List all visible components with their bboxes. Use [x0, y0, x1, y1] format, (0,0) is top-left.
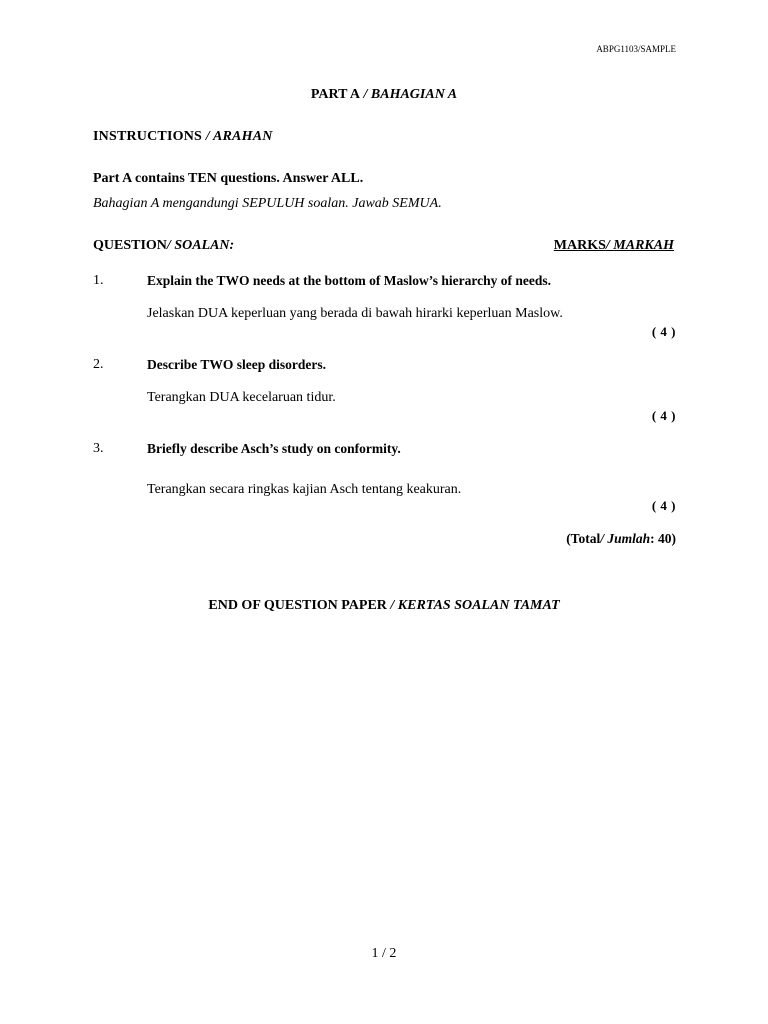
- total-open: (Total: [566, 531, 601, 546]
- part-contains-en: Part A contains TEN questions. Answer ALL.: [93, 171, 364, 186]
- question-text-en: Explain the TWO needs at the bottom of Maslow’s hierarchy of needs.: [147, 273, 551, 288]
- question-heading-ms: SOALAN:: [174, 238, 235, 253]
- part-contains-ms: Bahagian A mengandungi SEPULUH soalan. Jawab SEMUA.: [93, 196, 442, 211]
- question-number: 2.: [93, 357, 104, 372]
- course-code: ABPG1103/SAMPLE: [596, 44, 676, 54]
- total-sep: /: [600, 531, 608, 546]
- instructions-sep: /: [202, 129, 213, 144]
- page-number: 1 / 2: [371, 946, 397, 961]
- question-text-en: Describe TWO sleep disorders.: [147, 357, 326, 372]
- end-sep: /: [386, 598, 398, 613]
- question-text-en: Briefly describe Asch’s study on conformity.: [147, 441, 401, 456]
- question-text-ms: Jelaskan DUA keperluan yang berada di bawah hirarki keperluan Maslow.: [147, 306, 563, 321]
- question-marks: ( 4 ): [651, 498, 676, 513]
- end-en: END OF QUESTION PAPER: [208, 598, 387, 613]
- part-heading: [0, 87, 768, 103]
- end-ms: KERTAS SOALAN TAMAT: [397, 598, 560, 613]
- part-heading-sep: /: [360, 87, 371, 102]
- question-text-ms: Terangkan DUA kecelaruan tidur.: [147, 390, 336, 405]
- question-column-heading: [93, 238, 234, 254]
- question-heading-sep: /: [166, 238, 175, 253]
- question-marks: ( 4 ): [651, 408, 676, 423]
- part-heading-en: PART A: [310, 87, 361, 102]
- marks-column-heading: [554, 238, 674, 254]
- instructions-en: INSTRUCTIONS: [93, 129, 202, 144]
- question-marks: ( 4 ): [651, 324, 676, 339]
- marks-heading-en: MARKS: [553, 238, 606, 253]
- instructions-ms: ARAHAN: [212, 129, 273, 144]
- total-ms: Jumlah: [607, 531, 651, 546]
- question-number: 1.: [93, 273, 104, 288]
- marks-heading-sep: /: [605, 238, 614, 253]
- total-value: : 40): [650, 531, 676, 546]
- part-heading-ms: BAHAGIAN A: [370, 87, 458, 102]
- instructions-heading: [93, 129, 273, 145]
- total-marks: [566, 531, 676, 547]
- question-heading-en: QUESTION: [93, 238, 167, 253]
- question-text-ms: Terangkan secara ringkas kajian Asch tentang keakuran.: [147, 482, 462, 497]
- end-of-paper: [0, 598, 768, 614]
- question-number: 3.: [93, 441, 104, 456]
- marks-heading-ms: MARKAH: [613, 238, 674, 253]
